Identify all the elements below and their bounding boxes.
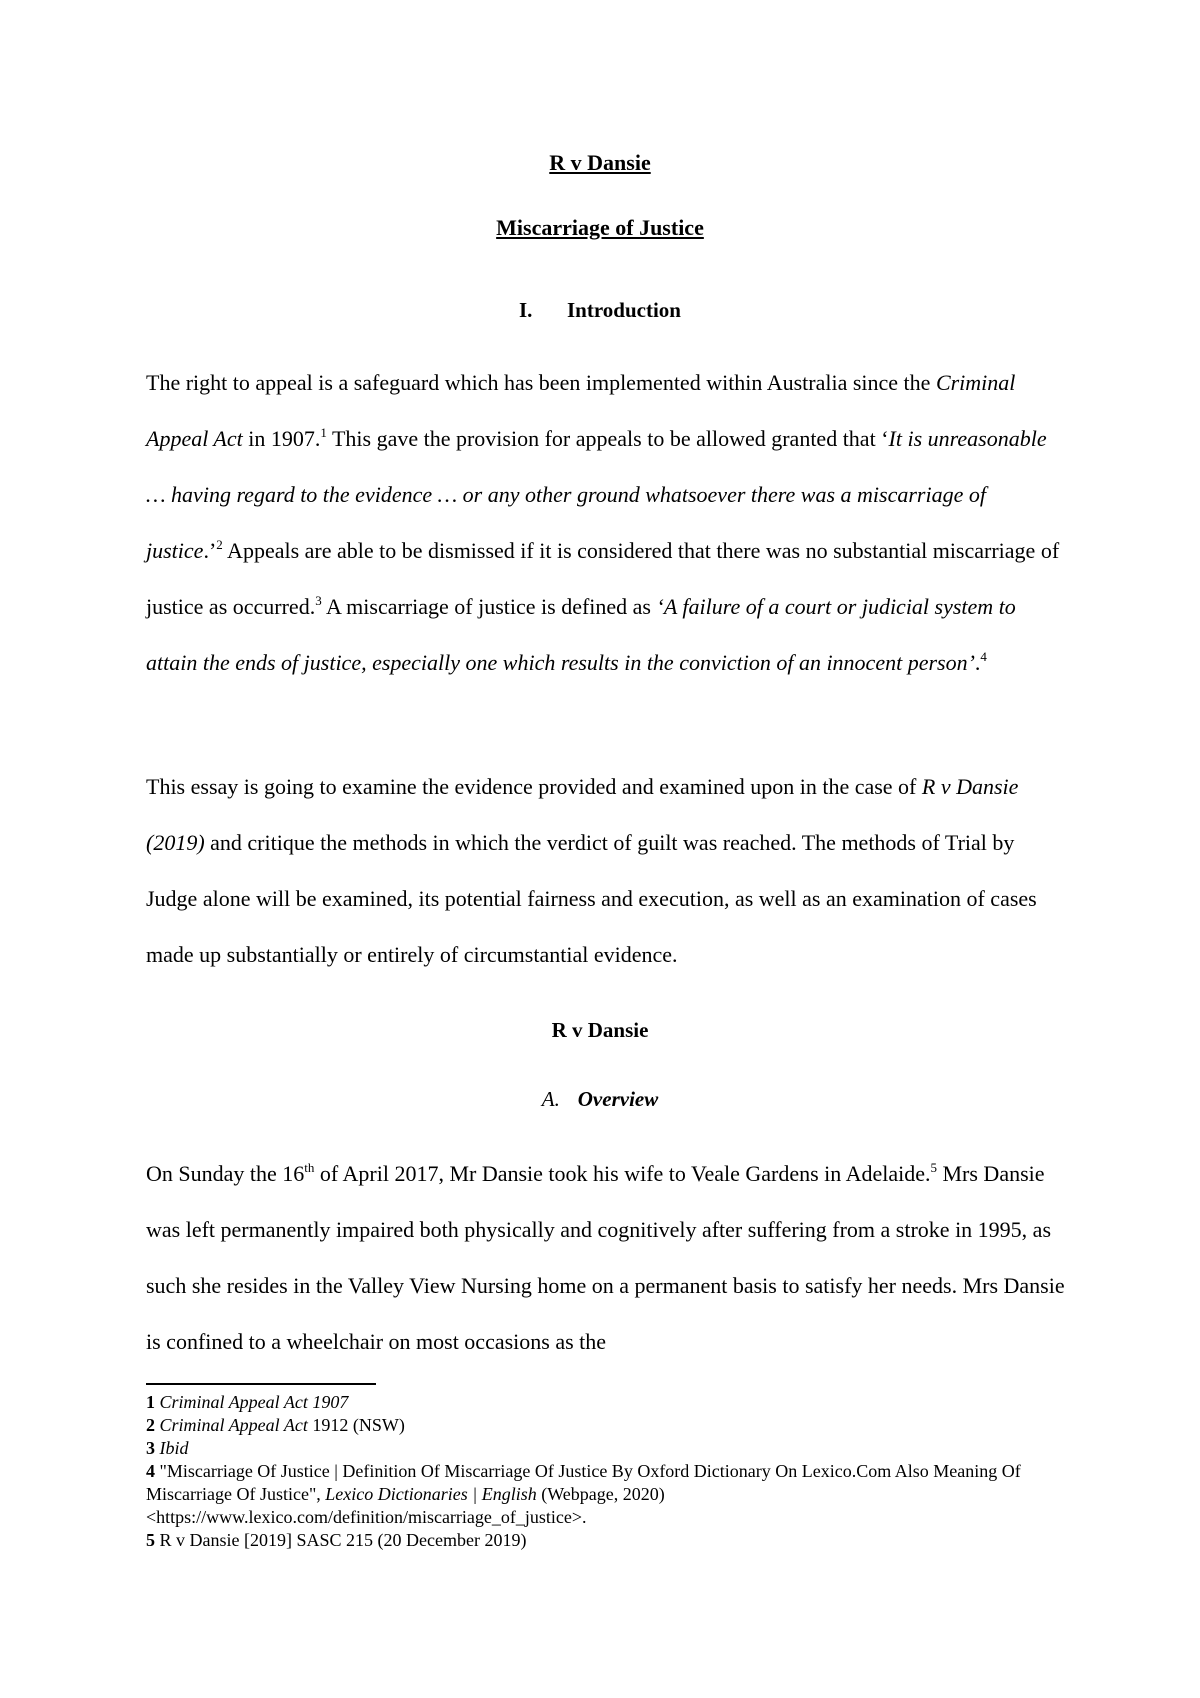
text-run: . [974,650,981,675]
text-run: of April 2017, Mr Dansie took his wife to Veale Gardens in Adelaide. [314,1161,931,1186]
quote-mark: ‘ [881,426,889,451]
footnote-text: R v Dansie [2019] SASC 215 (20 December 2019) [155,1530,527,1550]
footnote-1 [146,1391,1076,1414]
footnote-ref-1[interactable]: 1 [320,425,327,440]
footnote-italic: Ibid [159,1438,189,1458]
footnote-italic: Lexico Dictionaries | English [325,1484,537,1504]
footnote-separator [146,1383,376,1385]
text-run: On Sunday the 16 [146,1161,305,1186]
text-run: This essay is going to examine the evidence provided and examined upon in the case of [146,774,922,799]
footnote-4 [146,1460,1076,1529]
footnote-ref-3[interactable]: 3 [315,593,322,608]
text-run: and critique the methods in which the verdict of guilt was reached. The methods of Trial by Judge alone will be examined, its potential fairness and execution, as well as an examination of cases made up substantially or entirely of circumstantial evidence. [146,830,1037,967]
paragraph-introduction [146,355,1066,691]
footnote-ref-2[interactable]: 2 [216,537,223,552]
footnote-ref-4[interactable]: 4 [980,649,987,664]
text-run: Mrs Dansie was left permanently impaired both physically and cognitively after suffering from a stroke in 1995, as such she resides in the Valley View Nursing home on a permanent basis to satisfy her needs. Mrs Dansie is confined to a wheelchair on most occasions as the [146,1161,1065,1354]
ordinal-suffix: th [304,1160,315,1175]
subsection-heading-overview [0,1085,1200,1113]
subsection-number: A. [541,1087,560,1111]
text-run: The right to appeal is a safeguard which has been implemented within Australia since the [146,370,931,395]
case-name: R v Dansie (2019) [146,774,1019,855]
footnote-text: 1912 (NSW) [307,1415,405,1435]
text-run: This gave the provision for appeals to be allowed granted that [326,426,876,451]
subsection-label: Overview [577,1087,659,1111]
text-run: A miscarriage of justice is defined as [321,594,651,619]
footnote-3 [146,1437,1076,1460]
footnote-italic: Criminal Appeal Act 1907 [159,1392,349,1412]
act-name: Criminal Appeal Act [146,370,1016,451]
quotation: It is unreasonable … having regard to the evidence … or any other ground whatsoever there was a miscarriage of justice [146,426,1047,563]
footnote-number: 2 [146,1415,155,1435]
footnote-italic: Criminal Appeal Act [159,1415,308,1435]
footnote-number: 1 [146,1392,155,1412]
footnote-5 [146,1529,1076,1552]
paragraph-overview [146,1146,1066,1370]
footnote-ref-5[interactable]: 5 [930,1160,937,1175]
footnote-text: "Miscarriage Of Justice | Definition Of Miscarriage Of Justice By Oxford Dictionary On Lexico.Com Also Meaning Of Miscarriage Of Justice", [146,1461,1021,1504]
text-run: Appeals are able to be dismissed if it is considered that there was no substantial miscarriage of justice as occurred. [146,538,1060,619]
section-heading-introduction [0,296,1200,324]
document-title: R v Dansie [549,150,651,175]
text-run: in 1907. [242,426,321,451]
section-number: I. [519,298,533,322]
section-heading-r-v-dansie: R v Dansie [551,1018,649,1042]
quote-mark: .’ [203,538,217,563]
footnote-number: 4 [146,1461,155,1481]
footnotes [146,1391,1076,1552]
footnote-number: 3 [146,1438,155,1458]
paragraph-essay-outline [146,759,1066,983]
definition-quotation: ‘A failure of a court or judicial system to attain the ends of justice, especially one which results in the conviction of an innocent person’ [146,594,1016,675]
footnote-link-text[interactable]: (Webpage, 2020) <https://www.lexico.com/definition/miscarriage_of_justice>. [146,1484,665,1527]
section-label: Introduction [567,298,681,322]
footnote-number: 5 [146,1530,155,1550]
document-subtitle: Miscarriage of Justice [496,215,704,240]
footnote-2 [146,1414,1076,1437]
